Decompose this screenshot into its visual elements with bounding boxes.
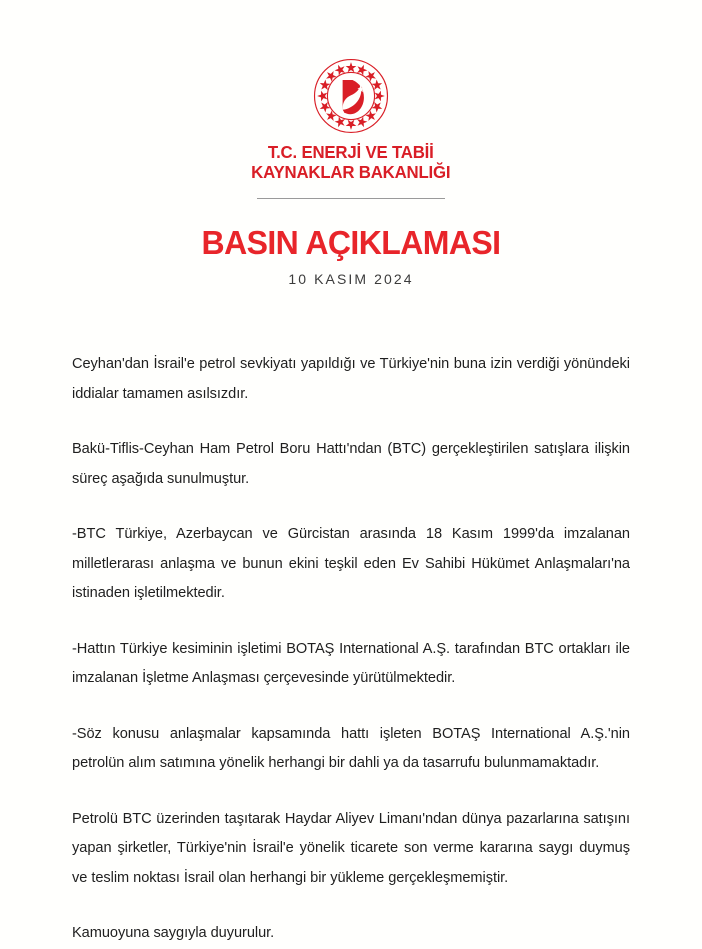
body-paragraph: Bakü-Tiflis-Ceyhan Ham Petrol Boru Hattı'ndan (BTC) gerçekleştirilen satışlara ilişkin süreç aşağıda sunulmuştur.: [72, 441, 630, 487]
body-paragraph: -Söz konusu anlaşmalar kapsamında hattı işleten BOTAŞ International A.Ş.'nin petrolün alım satımına yönelik herhangi bir dahli ya da tasarrufu bulunmamaktadır.: [72, 725, 630, 771]
turkish-ministry-emblem-icon: [313, 58, 389, 134]
ministry-name: [251, 142, 450, 182]
ministry-name-line-1: T.C. ENERJİ VE TABİİ: [268, 142, 434, 162]
publication-date: 10 KASIM 2024: [288, 271, 414, 287]
document-body: [72, 350, 630, 949]
header-divider: [257, 198, 445, 199]
body-paragraph: Petrolü BTC üzerinden taşıtarak Haydar Aliyev Limanı'ndan dünya pazarlarına satışını yapan şirketler, Türkiye'nin İsrail'e yönelik ticarete son verme kararına saygı duymuş ve teslim noktası İsrail olan herhangi bir yükleme gerçekleşmemiştir.: [72, 810, 630, 886]
page-title: BASIN AÇIKLAMASI: [201, 224, 501, 261]
body-paragraph: Kamuoyuna saygıyla duyurulur.: [72, 925, 275, 941]
document-header: [0, 0, 702, 182]
body-paragraph: -BTC Türkiye, Azerbaycan ve Gürcistan arasında 18 Kasım 1999'da imzalanan milletlerarası anlaşma ve bunun ekini teşkil eden Ev Sahibi Hükümet Anlaşmaları'na istinaden işletilmektedir.: [72, 526, 630, 601]
title-block: [0, 225, 702, 288]
ministry-name-line-2: KAYNAKLAR BAKANLIĞI: [251, 162, 451, 182]
body-paragraph: Ceyhan'dan İsrail'e petrol sevkiyatı yapıldığı ve Türkiye'nin buna izin verdiği yönündeki iddialar tamamen asılsızdır.: [72, 356, 630, 402]
body-paragraph: -Hattın Türkiye kesiminin işletimi BOTAŞ International A.Ş. tarafından BTC ortakları ile imzalanan İşletme Anlaşması çerçevesinde yürütülmektedir.: [72, 640, 630, 686]
